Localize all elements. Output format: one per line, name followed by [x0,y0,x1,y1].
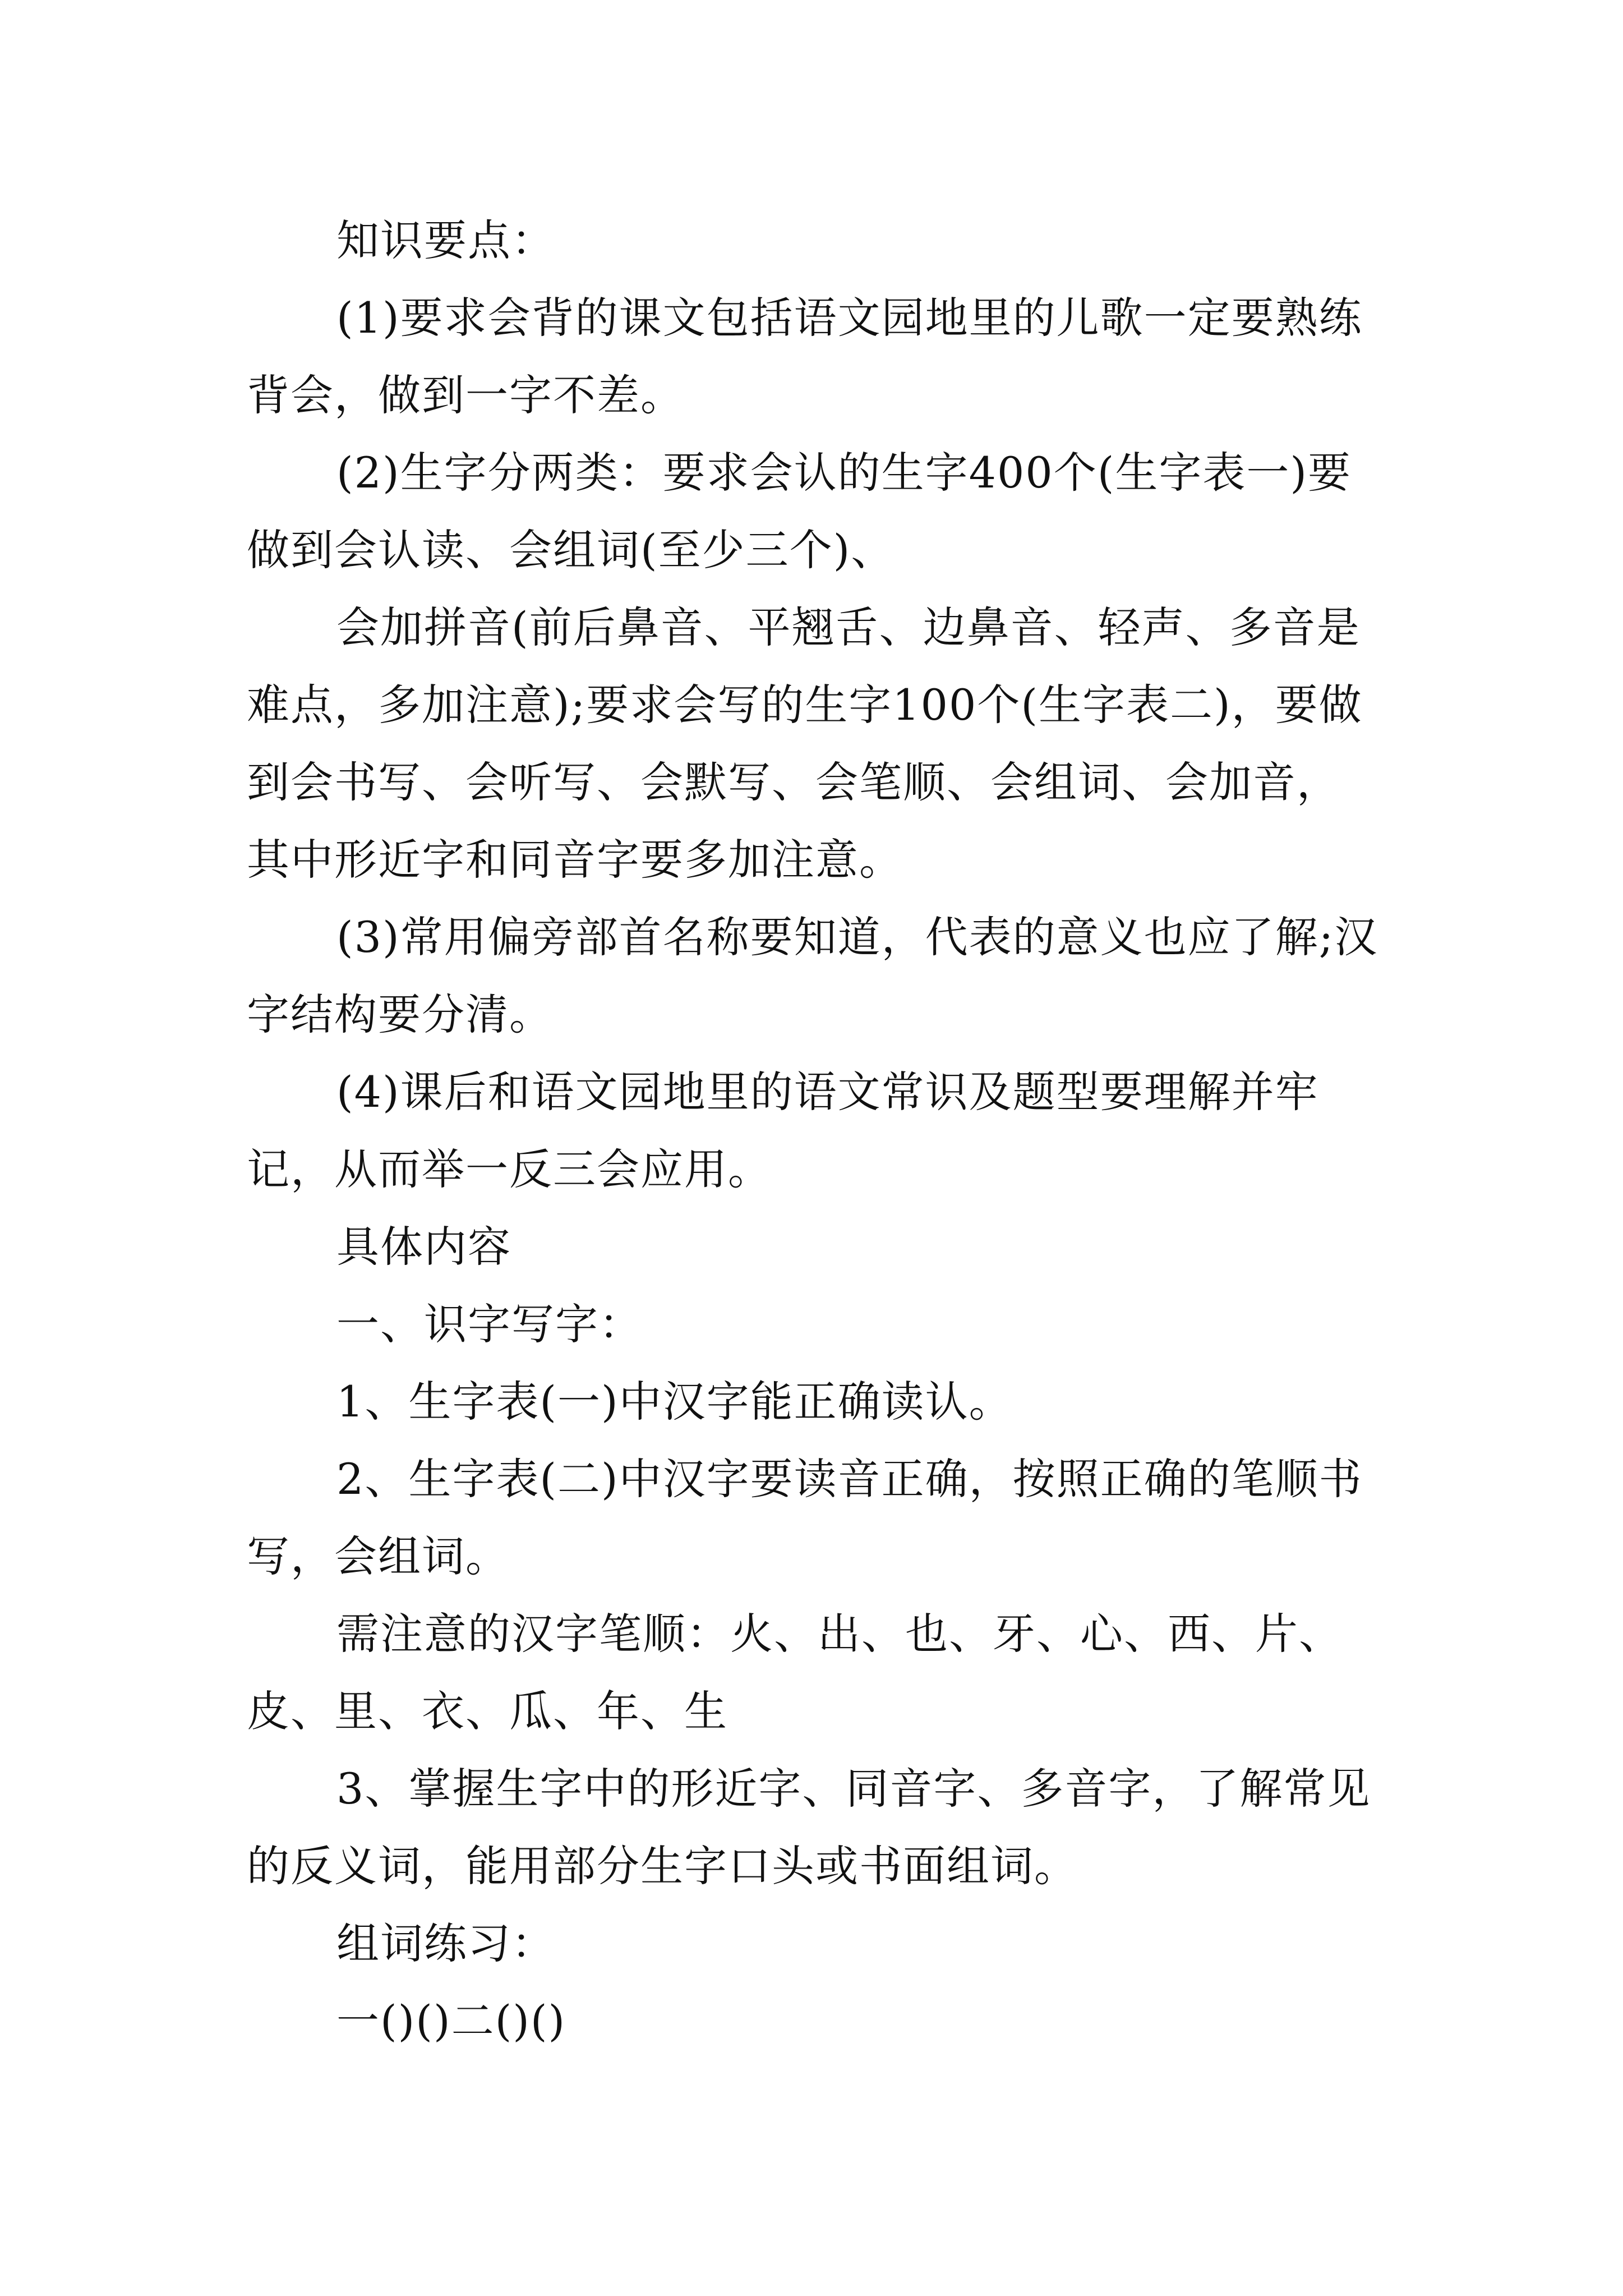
list-item-1: 1、生字表(一)中汉字能正确读认。 [336,1377,1013,1427]
heading-word-practice: 组词练习： [336,1918,555,1968]
paragraph-item-2-continued: 会加拼音(前后鼻音、平翘舌、边鼻音、轻声、多音是难点，多加注意);要求会写的生字100个(生字表二)，要做到会书写、会听写、会默写、会笔顺、会组词、会加音，其中形近字和同音字要多加注意。 [247,602,1363,885]
paragraph-item-2: (2)生字分两类：要求会认的生字400个(生字表一)要做到会认读、会组词(至少三个)、 [247,448,1352,575]
paragraph-item-3: (3)常用偏旁部首名称要知道，代表的意义也应了解;汉字结构要分清。 [247,912,1378,1039]
section-literacy-writing: 一、识字写字： [336,1299,643,1349]
paragraph-item-4: (4)课后和语文园地里的语文常识及题型要理解并牢记，从而举一反三会应用。 [247,1067,1319,1194]
list-item-2: 2、生字表(二)中汉字要读音正确，按照正确的笔顺书写，会组词。 [247,1454,1363,1581]
list-item-3: 3、掌握生字中的形近字、同音字、多音字，了解常见的反义词，能用部分生字口头或书面组词。 [247,1764,1371,1891]
word-practice-blanks: 一()()二()() [336,1996,566,2046]
paragraph-item-1: (1)要求会背的课文包括语文园地里的儿歌一定要熟练背会，做到一字不差。 [247,293,1363,420]
heading-knowledge-points: 知识要点： [336,215,555,265]
stroke-order-note: 需注意的汉字笔顺：火、出、也、牙、心、西、片、皮、里、衣、瓜、年、生 [247,1609,1343,1736]
document-body [247,202,1380,2060]
heading-specific-content: 具体内容 [336,1222,511,1272]
